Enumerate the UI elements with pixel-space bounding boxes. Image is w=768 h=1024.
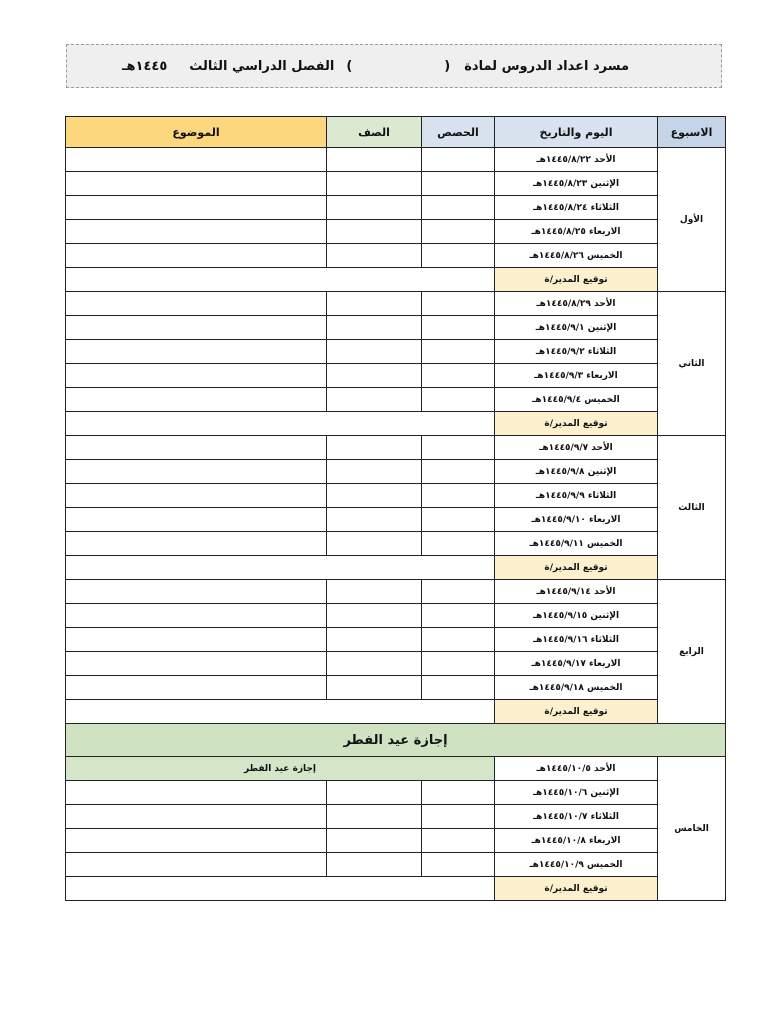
periods-cell[interactable] [422,172,495,196]
day-row [66,436,726,460]
day-row [66,676,726,700]
periods-cell[interactable] [422,532,495,556]
class-cell[interactable] [327,460,422,484]
periods-cell[interactable] [422,292,495,316]
class-cell[interactable] [327,628,422,652]
day-row [66,292,726,316]
periods-cell[interactable] [422,388,495,412]
signature-row [66,556,726,580]
day-row [66,781,726,805]
periods-cell[interactable] [422,676,495,700]
periods-cell[interactable] [422,316,495,340]
class-cell[interactable] [327,388,422,412]
day-row [66,484,726,508]
day-date-cell: الاربعاء ١٤٤٥/٩/٣هـ [495,364,658,388]
signature-row [66,877,726,901]
day-row [66,532,726,556]
day-date-cell: الاربعاء ١٤٤٥/٨/٢٥هـ [495,220,658,244]
periods-cell[interactable] [422,484,495,508]
class-cell[interactable] [327,829,422,853]
day-date-cell: الإثنين ١٤٤٥/٩/٨هـ [495,460,658,484]
principal-signature-field[interactable] [66,556,495,580]
signature-row [66,412,726,436]
topic-cell[interactable] [66,388,327,412]
day-date-cell: الخميس ١٤٤٥/١٠/٩هـ [495,853,658,877]
lesson-plan-table [65,116,726,901]
class-cell[interactable] [327,532,422,556]
topic-cell[interactable] [66,829,327,853]
periods-cell[interactable] [422,148,495,172]
periods-cell[interactable] [422,460,495,484]
topic-cell[interactable] [66,220,327,244]
signature-row [66,700,726,724]
day-row [66,757,726,781]
day-date-cell: الإثنين ١٤٤٥/٨/٢٣هـ [495,172,658,196]
class-cell[interactable] [327,853,422,877]
periods-cell[interactable] [422,244,495,268]
topic-cell[interactable] [66,853,327,877]
topic-cell[interactable] [66,244,327,268]
week-label: الخامس [658,757,726,901]
subject-paren-open: ( [444,58,451,74]
day-date-cell: الأحد ١٤٤٥/٨/٢٩هـ [495,292,658,316]
page-title-box [66,44,722,88]
topic-cell[interactable] [66,781,327,805]
holiday-note-cell: إجازة عيد الفطر [66,757,495,781]
holiday-banner-row [66,724,726,757]
week-label: الأول [658,148,726,292]
class-cell[interactable] [327,652,422,676]
periods-cell[interactable] [422,436,495,460]
day-date-cell: الثلاثاء ١٤٤٥/٨/٢٤هـ [495,196,658,220]
class-cell[interactable] [327,196,422,220]
topic-cell[interactable] [66,172,327,196]
class-cell[interactable] [327,484,422,508]
day-date-cell: الأحد ١٤٤٥/٩/١٤هـ [495,580,658,604]
day-date-cell: الثلاثاء ١٤٤٥/٩/٢هـ [495,340,658,364]
class-cell[interactable] [327,340,422,364]
day-date-cell: الإثنين ١٤٤٥/١٠/٦هـ [495,781,658,805]
day-date-cell: الاربعاء ١٤٤٥/١٠/٨هـ [495,829,658,853]
header-class: الصف [327,117,422,148]
topic-cell[interactable] [66,436,327,460]
day-date-cell: الثلاثاء ١٤٤٥/١٠/٧هـ [495,805,658,829]
class-cell[interactable] [327,508,422,532]
day-date-cell: الإثنين ١٤٤٥/٩/١٥هـ [495,604,658,628]
header-periods: الحصص [422,117,495,148]
principal-signature-label: توقيع المدير/ة [495,556,658,580]
day-date-cell: الأحد ١٤٤٥/٩/٧هـ [495,436,658,460]
class-cell[interactable] [327,292,422,316]
topic-cell[interactable] [66,148,327,172]
day-date-cell: الخميس ١٤٤٥/٩/١١هـ [495,532,658,556]
day-row [66,829,726,853]
topic-cell[interactable] [66,316,327,340]
periods-cell[interactable] [422,364,495,388]
table-header-row [66,117,726,148]
day-date-cell: الأحد ١٤٤٥/١٠/٥هـ [495,757,658,781]
periods-cell[interactable] [422,196,495,220]
class-cell[interactable] [327,220,422,244]
day-date-cell: الخميس ١٤٤٥/٨/٢٦هـ [495,244,658,268]
class-cell[interactable] [327,172,422,196]
day-row [66,148,726,172]
periods-cell[interactable] [422,340,495,364]
year-label: ١٤٤٥هـ [122,58,168,74]
periods-cell[interactable] [422,628,495,652]
periods-cell[interactable] [422,220,495,244]
class-cell[interactable] [327,244,422,268]
week-label: الثاني [658,292,726,436]
class-cell[interactable] [327,580,422,604]
day-row [66,244,726,268]
periods-cell[interactable] [422,805,495,829]
topic-cell[interactable] [66,196,327,220]
day-row [66,340,726,364]
week-label: الرابع [658,580,726,724]
day-row [66,805,726,829]
topic-cell[interactable] [66,340,327,364]
principal-signature-label: توقيع المدير/ة [495,700,658,724]
topic-cell[interactable] [66,532,327,556]
day-date-cell: الإثنين ١٤٤٥/٩/١هـ [495,316,658,340]
topic-cell[interactable] [66,580,327,604]
day-row [66,604,726,628]
day-date-cell: الخميس ١٤٤٥/٩/١٨هـ [495,676,658,700]
topic-cell[interactable] [66,460,327,484]
topic-cell[interactable] [66,652,327,676]
principal-signature-label: توقيع المدير/ة [495,412,658,436]
topic-cell[interactable] [66,805,327,829]
page-title: مسرد اعداد الدروس لمادة [464,58,629,74]
day-row [66,364,726,388]
topic-cell[interactable] [66,676,327,700]
week-label: الثالث [658,436,726,580]
header-day-date: اليوم والتاريخ [495,117,658,148]
principal-signature-label: توقيع المدير/ة [495,877,658,901]
holiday-banner: إجازة عيد الفطر [66,724,726,757]
subject-paren-close: ) [346,58,353,74]
day-row [66,388,726,412]
day-row [66,220,726,244]
periods-cell[interactable] [422,508,495,532]
day-row [66,853,726,877]
day-date-cell: الثلاثاء ١٤٤٥/٩/١٦هـ [495,628,658,652]
topic-cell[interactable] [66,484,327,508]
day-row [66,628,726,652]
day-row [66,316,726,340]
class-cell[interactable] [327,364,422,388]
topic-cell[interactable] [66,628,327,652]
day-row [66,196,726,220]
header-week: الاسبوع [658,117,726,148]
periods-cell[interactable] [422,853,495,877]
principal-signature-field[interactable] [66,877,495,901]
class-cell[interactable] [327,676,422,700]
class-cell[interactable] [327,781,422,805]
day-row [66,460,726,484]
signature-row [66,268,726,292]
topic-cell[interactable] [66,604,327,628]
semester-label: الفصل الدراسي الثالث [189,58,335,74]
class-cell[interactable] [327,436,422,460]
class-cell[interactable] [327,316,422,340]
principal-signature-label: توقيع المدير/ة [495,268,658,292]
class-cell[interactable] [327,604,422,628]
class-cell[interactable] [327,148,422,172]
periods-cell[interactable] [422,604,495,628]
topic-cell[interactable] [66,508,327,532]
day-date-cell: الاربعاء ١٤٤٥/٩/١٠هـ [495,508,658,532]
periods-cell[interactable] [422,580,495,604]
principal-signature-field[interactable] [66,412,495,436]
topic-cell[interactable] [66,292,327,316]
principal-signature-field[interactable] [66,700,495,724]
principal-signature-field[interactable] [66,268,495,292]
topic-cell[interactable] [66,364,327,388]
day-row [66,508,726,532]
class-cell[interactable] [327,805,422,829]
day-date-cell: الخميس ١٤٤٥/٩/٤هـ [495,388,658,412]
day-row [66,652,726,676]
day-date-cell: الاربعاء ١٤٤٥/٩/١٧هـ [495,652,658,676]
header-topic: الموضوع [66,117,327,148]
day-date-cell: الأحد ١٤٤٥/٨/٢٢هـ [495,148,658,172]
periods-cell[interactable] [422,781,495,805]
periods-cell[interactable] [422,829,495,853]
periods-cell[interactable] [422,652,495,676]
day-row [66,580,726,604]
day-row [66,172,726,196]
day-date-cell: الثلاثاء ١٤٤٥/٩/٩هـ [495,484,658,508]
